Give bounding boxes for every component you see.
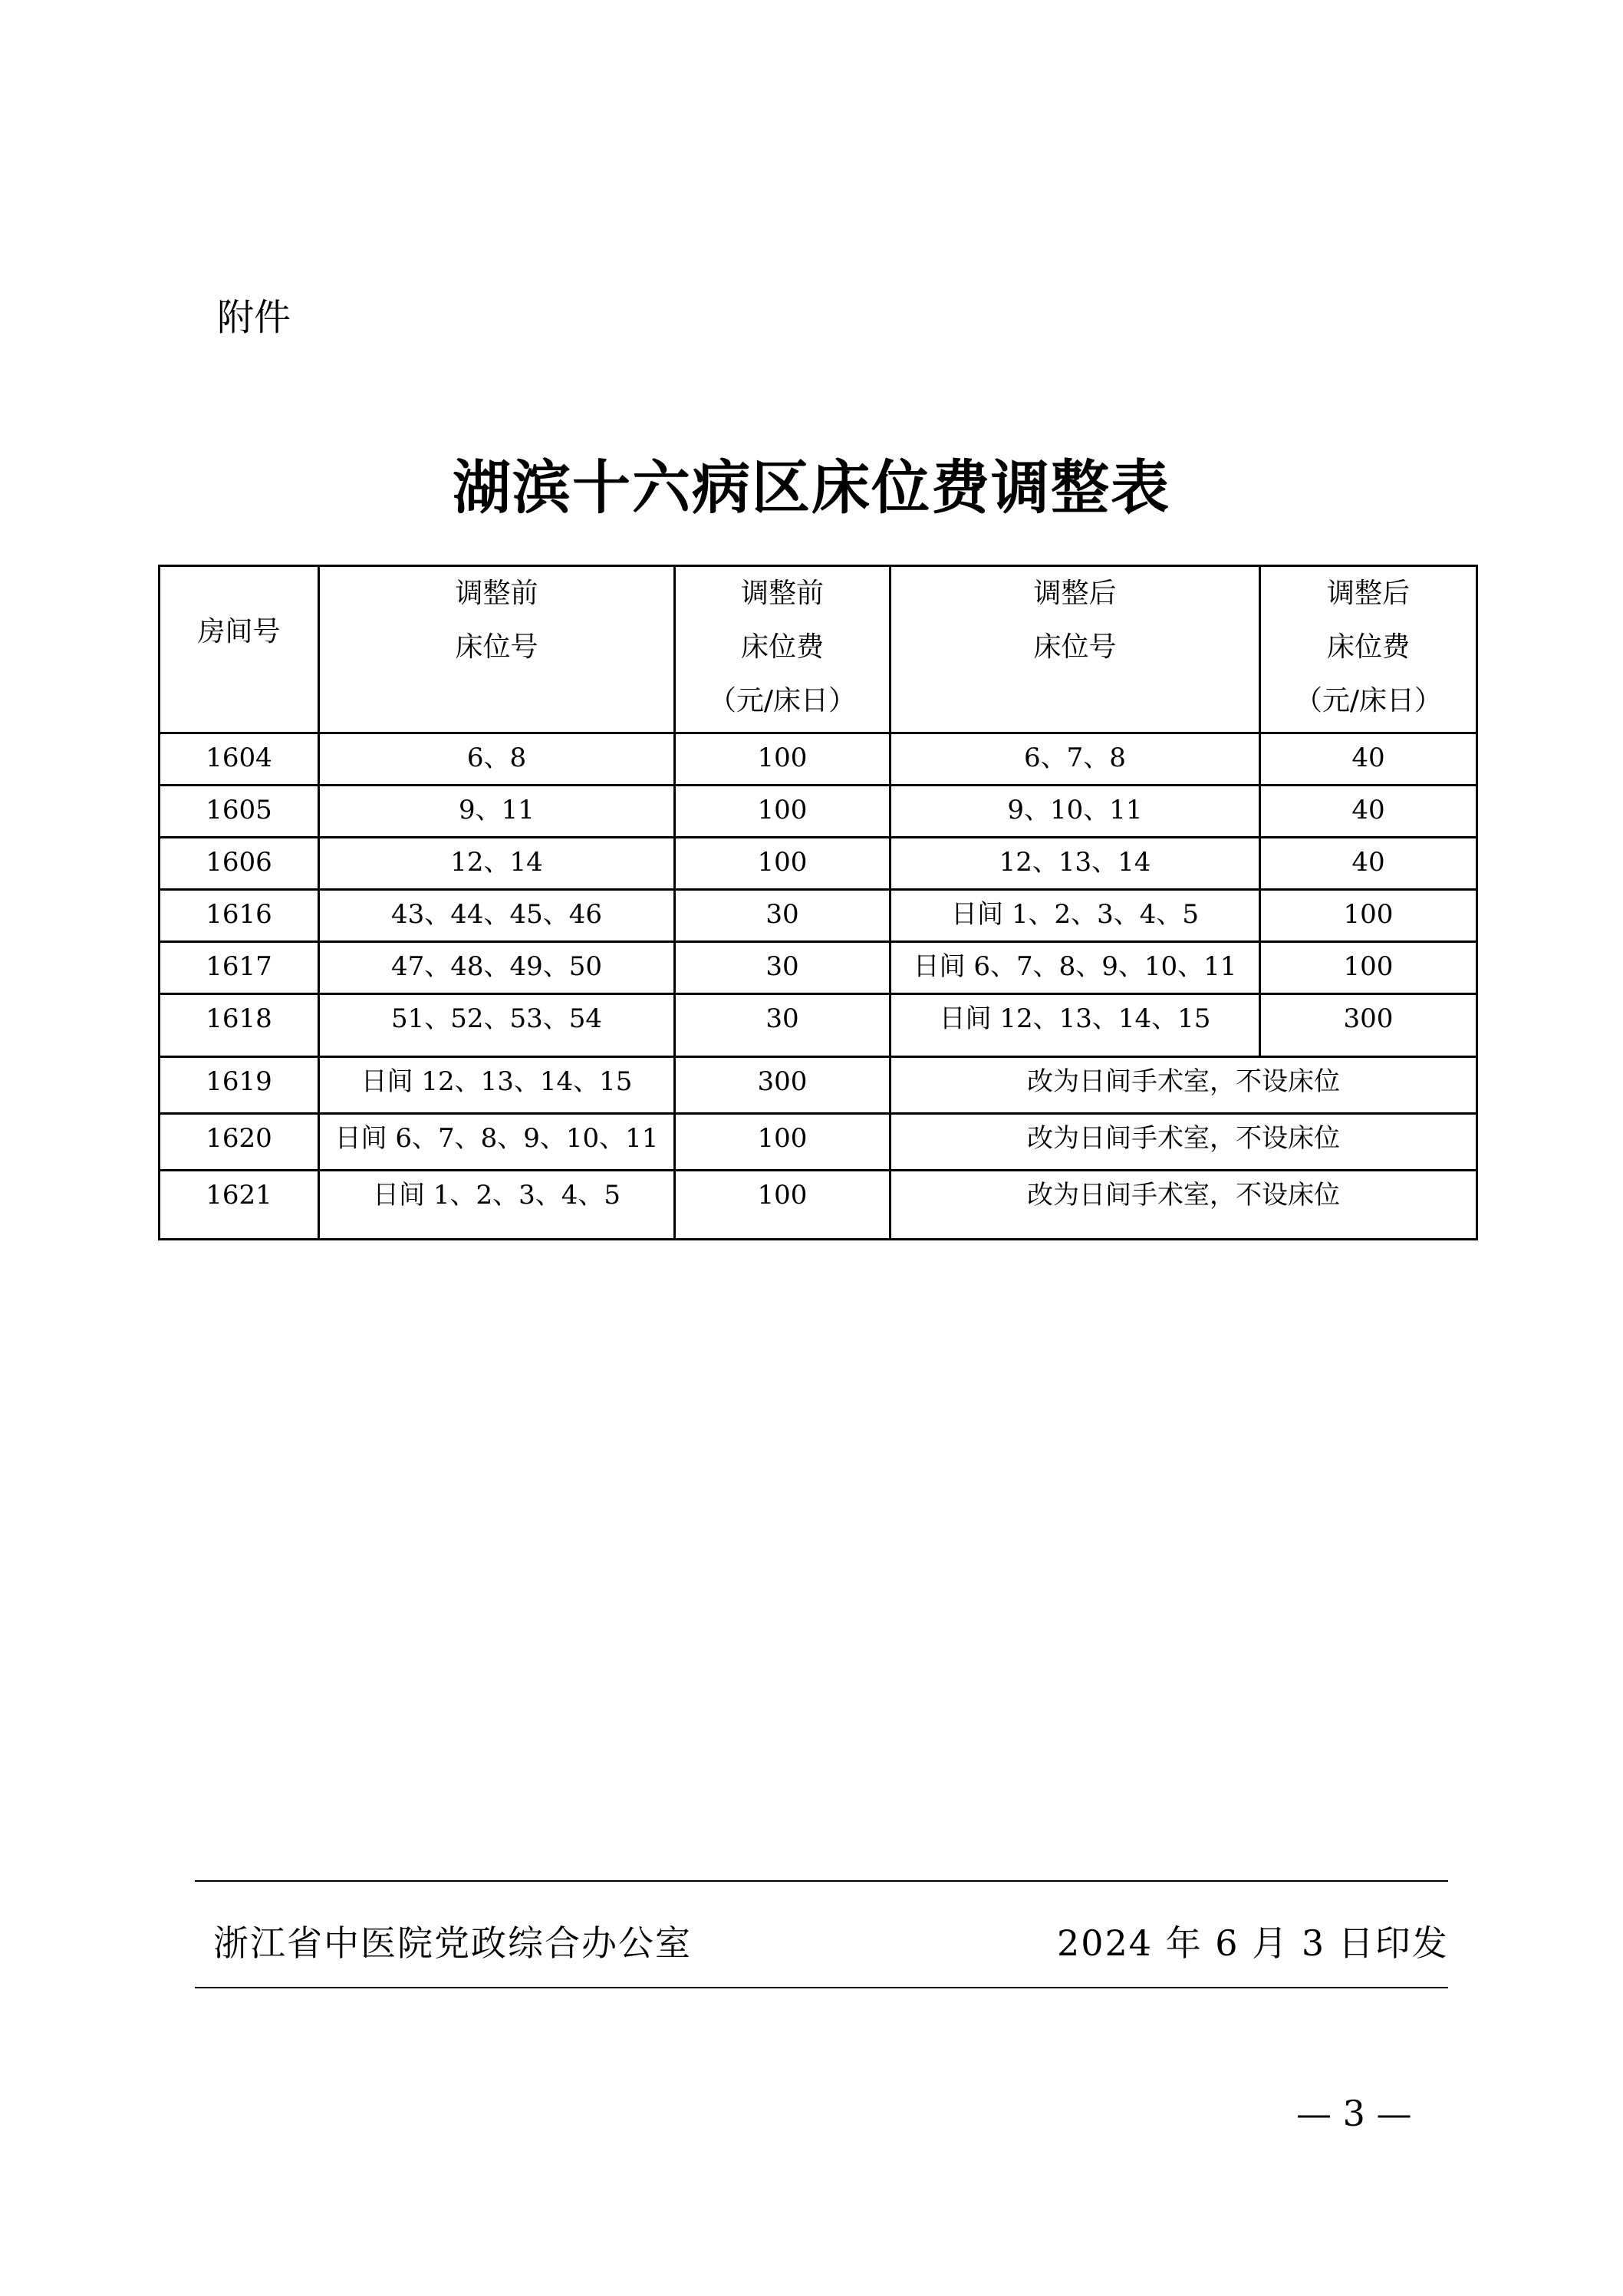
cell-after-fee: 300 — [1260, 994, 1477, 1057]
header-line: 床位号 — [1033, 631, 1117, 663]
page-title: 湖滨十六病区床位费调整表 — [453, 453, 1170, 522]
attachment-label: 附件 — [217, 296, 291, 339]
header-after-fee — [1260, 566, 1477, 733]
cell-after-fee: 40 — [1260, 838, 1477, 890]
cell-after-beds: 日间 1、2、3、4、5 — [891, 890, 1260, 942]
cell-after-note: 改为日间手术室，不设床位 — [891, 1171, 1477, 1240]
header-room-number: 房间号 — [160, 566, 319, 733]
page-number: — 3 — — [1296, 2093, 1412, 2134]
header-line: 床位费 — [1326, 631, 1410, 663]
cell-before-beds: 12、14 — [319, 838, 675, 890]
footer-bottom-rule — [195, 1987, 1448, 1988]
cell-room: 1605 — [160, 786, 319, 838]
cell-before-fee: 300 — [675, 1057, 891, 1114]
header-line: （元/床日） — [1294, 685, 1443, 716]
cell-room: 1620 — [160, 1114, 319, 1171]
table-row — [160, 838, 1477, 890]
table-row — [160, 733, 1477, 786]
header-line: 调整前 — [455, 578, 538, 609]
cell-before-fee: 100 — [675, 1114, 891, 1171]
cell-after-fee: 40 — [1260, 733, 1477, 786]
table-row — [160, 786, 1477, 838]
table-row — [160, 1171, 1477, 1240]
header-line: 床位费 — [740, 631, 824, 663]
cell-room: 1619 — [160, 1057, 319, 1114]
cell-before-fee: 100 — [675, 733, 891, 786]
table-row — [160, 994, 1477, 1057]
cell-room: 1604 — [160, 733, 319, 786]
cell-room: 1616 — [160, 890, 319, 942]
table-row — [160, 1114, 1477, 1171]
cell-before-beds: 43、44、45、46 — [319, 890, 675, 942]
cell-after-beds: 6、7、8 — [891, 733, 1260, 786]
issuer-name: 浙江省中医院党政综合办公室 — [213, 1922, 692, 1964]
header-line: （元/床日） — [708, 685, 857, 716]
cell-after-fee: 100 — [1260, 890, 1477, 942]
cell-after-fee: 100 — [1260, 942, 1477, 994]
table-row — [160, 890, 1477, 942]
bed-fee-table — [158, 565, 1478, 1240]
cell-room: 1618 — [160, 994, 319, 1057]
header-line: 调整后 — [1326, 578, 1410, 609]
cell-after-beds: 日间 6、7、8、9、10、11 — [891, 942, 1260, 994]
cell-before-beds: 9、11 — [319, 786, 675, 838]
cell-after-beds: 12、13、14 — [891, 838, 1260, 890]
cell-room: 1606 — [160, 838, 319, 890]
header-line: 调整后 — [1033, 578, 1117, 609]
cell-before-fee: 30 — [675, 942, 891, 994]
issue-date: 2024 年 6 月 3 日印发 — [1057, 1922, 1449, 1964]
cell-before-beds: 日间 12、13、14、15 — [319, 1057, 675, 1114]
table-row — [160, 942, 1477, 994]
cell-before-beds: 6、8 — [319, 733, 675, 786]
header-line: 调整前 — [740, 578, 824, 609]
cell-room: 1621 — [160, 1171, 319, 1240]
cell-before-fee: 100 — [675, 1171, 891, 1240]
cell-before-fee: 100 — [675, 838, 891, 890]
cell-before-fee: 30 — [675, 994, 891, 1057]
cell-after-beds: 9、10、11 — [891, 786, 1260, 838]
header-before-fee — [675, 566, 891, 733]
header-after-beds — [891, 566, 1260, 733]
cell-after-note: 改为日间手术室，不设床位 — [891, 1057, 1477, 1114]
header-before-beds — [319, 566, 675, 733]
cell-after-beds: 日间 12、13、14、15 — [891, 994, 1260, 1057]
cell-before-beds: 47、48、49、50 — [319, 942, 675, 994]
header-line: 床位号 — [455, 631, 538, 663]
cell-before-beds: 51、52、53、54 — [319, 994, 675, 1057]
cell-before-fee: 30 — [675, 890, 891, 942]
cell-before-beds: 日间 1、2、3、4、5 — [319, 1171, 675, 1240]
footer-top-rule — [195, 1880, 1448, 1882]
cell-room: 1617 — [160, 942, 319, 994]
cell-before-fee: 100 — [675, 786, 891, 838]
cell-after-note: 改为日间手术室，不设床位 — [891, 1114, 1477, 1171]
cell-after-fee: 40 — [1260, 786, 1477, 838]
table-row — [160, 1057, 1477, 1114]
cell-before-beds: 日间 6、7、8、9、10、11 — [319, 1114, 675, 1171]
table-header-row — [160, 566, 1477, 733]
